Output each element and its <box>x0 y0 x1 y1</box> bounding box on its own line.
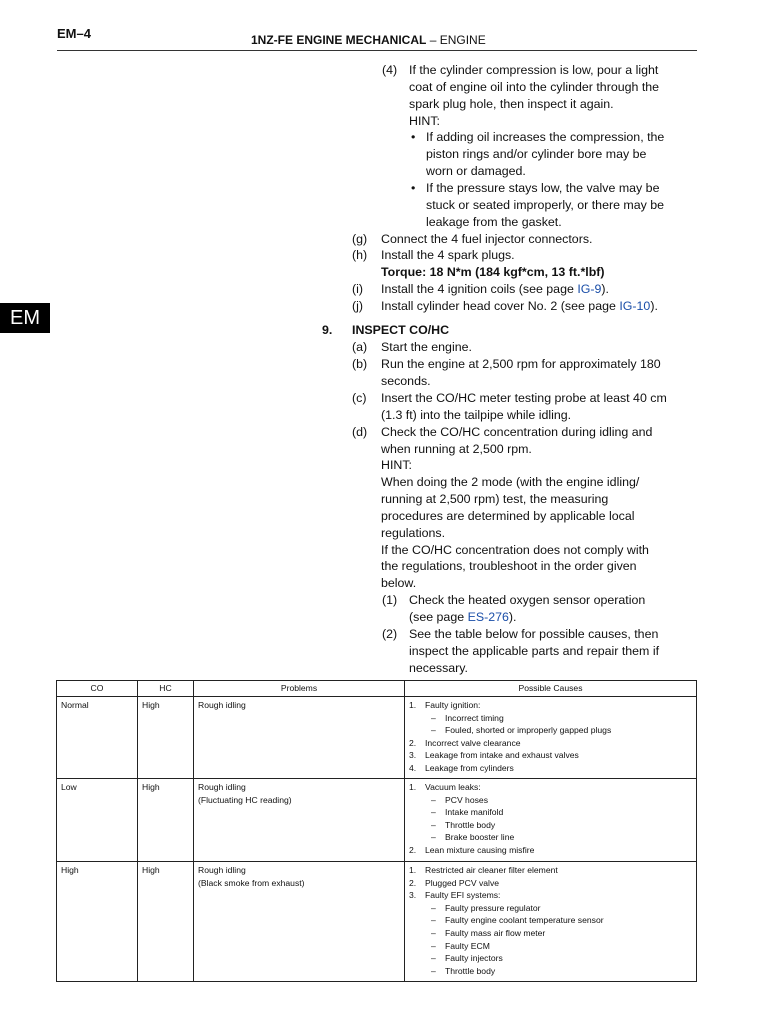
cause-number: 2. <box>409 737 417 748</box>
cause-subitem-text: Incorrect timing <box>445 712 504 723</box>
column-header-hc: HC <box>138 681 194 697</box>
hint-paragraph-line: the regulations, troubleshoot in the order given <box>381 559 637 573</box>
page-title <box>251 33 486 47</box>
bullet-mark: • <box>411 181 416 195</box>
step-h-label: (h) <box>352 248 368 262</box>
step-c-line: (1.3 ft) into the tailpipe while idling. <box>381 408 572 422</box>
step-a-label: (a) <box>352 340 368 354</box>
table-body <box>57 697 697 982</box>
page-title-section: ENGINE <box>439 33 486 47</box>
bullet-line: piston rings and/or cylinder bore may be <box>426 147 647 161</box>
cause-number: 3. <box>409 890 417 901</box>
step-g-label: (g) <box>352 232 368 246</box>
cause-subitem-text: Brake booster line <box>445 832 515 843</box>
cell-problems <box>194 862 405 982</box>
step-d1-pre: (see page <box>409 610 468 624</box>
problem-line: Rough idling <box>198 782 246 792</box>
step-j-text <box>381 298 658 315</box>
step-h-text: Install the 4 spark plugs. <box>381 248 515 262</box>
cause-number: 2. <box>409 877 417 888</box>
cause-number: 2. <box>409 844 417 855</box>
step-d1-label: (1) <box>382 593 398 607</box>
table-row <box>57 697 697 779</box>
page-title-bold: 1NZ-FE ENGINE MECHANICAL <box>251 33 427 47</box>
step-9-title: INSPECT CO/HC <box>352 323 450 337</box>
cause-subitem-text: Faulty injectors <box>445 953 503 964</box>
hint-paragraph-line: procedures are determined by applicable local <box>381 509 635 523</box>
page-title-separator: – <box>429 33 437 47</box>
step-d1-line: Check the heated oxygen sensor operation <box>409 593 646 607</box>
cause-subitem-text: PCV hoses <box>445 794 488 805</box>
cause-subitem <box>409 794 692 807</box>
hint-paragraph-line: regulations. <box>381 526 446 540</box>
step-b-label: (b) <box>352 357 368 371</box>
step-d2-line: inspect the applicable parts and repair them if <box>409 644 660 658</box>
cause-text: Incorrect valve clearance <box>425 737 521 748</box>
step-g-text: Connect the 4 fuel injector connectors. <box>381 232 593 246</box>
column-header-co: CO <box>57 681 138 697</box>
dash-mark: – <box>431 712 436 723</box>
bullet-line: stuck or seated improperly, or there may be <box>426 198 665 212</box>
cell-possible-causes <box>405 862 697 982</box>
cell-possible-causes <box>405 697 697 779</box>
cause-subitem-text: Faulty mass air flow meter <box>445 927 546 938</box>
step-9-number: 9. <box>322 323 333 337</box>
bullet-mark: • <box>411 130 416 144</box>
cause-number: 1. <box>409 865 417 875</box>
cause-subitem <box>409 724 692 737</box>
step-b-line: seconds. <box>381 374 431 388</box>
cause-subitem <box>409 831 692 844</box>
table-row <box>57 862 697 982</box>
cause-subitem <box>409 952 692 965</box>
column-header-problems: Problems <box>194 681 405 697</box>
cell-problems <box>194 779 405 862</box>
cause-text: Restricted air cleaner filter element <box>425 865 558 875</box>
bullet-line: worn or damaged. <box>426 164 526 178</box>
hint-paragraph-line: running at 2,500 rpm) test, the measuring <box>381 492 609 506</box>
bullet-line: leakage from the gasket. <box>426 215 562 229</box>
cause-item <box>409 877 692 890</box>
cause-text: Vacuum leaks: <box>425 782 481 792</box>
cell-hc: High <box>138 862 194 982</box>
cause-text: Faulty ignition: <box>425 700 481 710</box>
table-header-row <box>57 681 697 697</box>
cause-item <box>409 762 692 775</box>
problem-line: (Black smoke from exhaust) <box>198 877 305 888</box>
cause-subitem-text: Faulty engine coolant temperature sensor <box>445 915 604 926</box>
cause-number: 3. <box>409 750 417 761</box>
cause-text: Plugged PCV valve <box>425 877 500 888</box>
cause-subitem <box>409 965 692 978</box>
dash-mark: – <box>431 927 436 938</box>
dash-mark: – <box>431 915 436 926</box>
dash-mark: – <box>431 953 436 964</box>
cause-subitem-text: Intake manifold <box>445 807 504 818</box>
cause-text: Faulty EFI systems: <box>425 890 501 901</box>
step-c-label: (c) <box>352 391 367 405</box>
cause-subitem-text: Fouled, shorted or improperly gapped plugs <box>445 725 612 736</box>
column-header-possible-causes: Possible Causes <box>405 681 697 697</box>
cell-co: Normal <box>57 697 138 779</box>
step-j-end: ). <box>650 299 658 313</box>
dash-mark: – <box>431 794 436 805</box>
hint-paragraph-line: below. <box>381 576 417 590</box>
step-j-body: Install cylinder head cover No. 2 (see page <box>381 299 620 313</box>
step-d2-line: necessary. <box>409 661 468 675</box>
dash-mark: – <box>431 902 436 913</box>
hint-label: HINT: <box>409 114 440 128</box>
step-i-label: (i) <box>352 282 364 296</box>
bullet-line: If adding oil increases the compression, the <box>426 130 665 144</box>
table-row <box>57 779 697 862</box>
step-4-line: If the cylinder compression is low, pour a light <box>409 63 659 77</box>
cell-hc: High <box>138 779 194 862</box>
cause-subitem <box>409 819 692 832</box>
cause-text: Leakage from intake and exhaust valves <box>425 750 579 761</box>
step-i-end: ). <box>601 282 609 296</box>
step-b-line: Run the engine at 2,500 rpm for approximately 180 <box>381 357 661 371</box>
cause-item <box>409 864 692 877</box>
hint-paragraph-line: If the CO/HC concentration does not comply with <box>381 543 649 557</box>
cause-text: Leakage from cylinders <box>425 762 514 773</box>
hint-paragraph-line: When doing the 2 mode (with the engine idling/ <box>381 475 640 489</box>
cause-item <box>409 737 692 750</box>
cause-subitem-text: Faulty ECM <box>445 940 490 951</box>
step-j-label: (j) <box>352 299 364 313</box>
step-d-label: (d) <box>352 425 368 439</box>
problem-line: Rough idling <box>198 865 246 875</box>
step-c-line: Insert the CO/HC meter testing probe at least 40 cm <box>381 391 667 405</box>
cause-item <box>409 889 692 902</box>
section-tab-em: EM <box>0 303 50 333</box>
step-d-line: Check the CO/HC concentration during idling and <box>381 425 653 439</box>
cause-subitem <box>409 914 692 927</box>
step-d1-end: ). <box>508 610 517 624</box>
dash-mark: – <box>431 807 436 818</box>
hint-label: HINT: <box>381 458 412 472</box>
step-d2-line: See the table below for possible causes, then <box>409 627 659 641</box>
cause-subitem <box>409 927 692 940</box>
step-a-text: Start the engine. <box>381 340 472 354</box>
step-4-label: (4) <box>382 63 398 77</box>
step-4-line: spark plug hole, then inspect it again. <box>409 97 614 111</box>
cause-subitem <box>409 902 692 915</box>
dash-mark: – <box>431 819 436 830</box>
step-d1-line <box>409 609 516 626</box>
dash-mark: – <box>431 940 436 951</box>
step-i-body: Install the 4 ignition coils (see page <box>381 282 578 296</box>
cause-number: 4. <box>409 762 417 773</box>
cause-subitem-text: Throttle body <box>445 819 496 830</box>
cause-subitem <box>409 712 692 725</box>
page-id: EM–4 <box>57 26 91 41</box>
step-4-line: coat of engine oil into the cylinder through the <box>409 80 660 94</box>
bullet-line: If the pressure stays low, the valve may be <box>426 181 660 195</box>
cause-item <box>409 749 692 762</box>
cause-item <box>409 781 692 794</box>
link-es-276[interactable]: ES-276 <box>467 610 509 624</box>
possible-causes-table <box>56 680 697 982</box>
cause-number: 1. <box>409 700 417 710</box>
header-rule <box>57 50 697 51</box>
cause-number: 1. <box>409 782 417 792</box>
link-ig-10[interactable]: IG-10 <box>619 299 651 313</box>
cause-item <box>409 844 692 857</box>
cell-co: High <box>57 862 138 982</box>
cell-hc: High <box>138 697 194 779</box>
step-d2-label: (2) <box>382 627 398 641</box>
cause-subitem-text: Faulty pressure regulator <box>445 902 541 913</box>
problem-line: Rough idling <box>198 700 246 710</box>
cell-problems <box>194 697 405 779</box>
cause-subitem-text: Throttle body <box>445 965 496 976</box>
dash-mark: – <box>431 832 436 843</box>
cell-possible-causes <box>405 779 697 862</box>
cell-co: Low <box>57 779 138 862</box>
dash-mark: – <box>431 725 436 736</box>
cause-item <box>409 699 692 712</box>
link-ig-9[interactable]: IG-9 <box>577 282 602 296</box>
cause-subitem <box>409 806 692 819</box>
problem-line: (Fluctuating HC reading) <box>198 794 292 805</box>
cause-text: Lean mixture causing misfire <box>425 844 535 855</box>
dash-mark: – <box>431 965 436 976</box>
step-i-text <box>381 281 609 298</box>
step-d-line: when running at 2,500 rpm. <box>381 442 532 456</box>
cause-subitem <box>409 940 692 953</box>
torque-spec: Torque: 18 N*m (184 kgf*cm, 13 ft.*lbf) <box>381 265 605 279</box>
